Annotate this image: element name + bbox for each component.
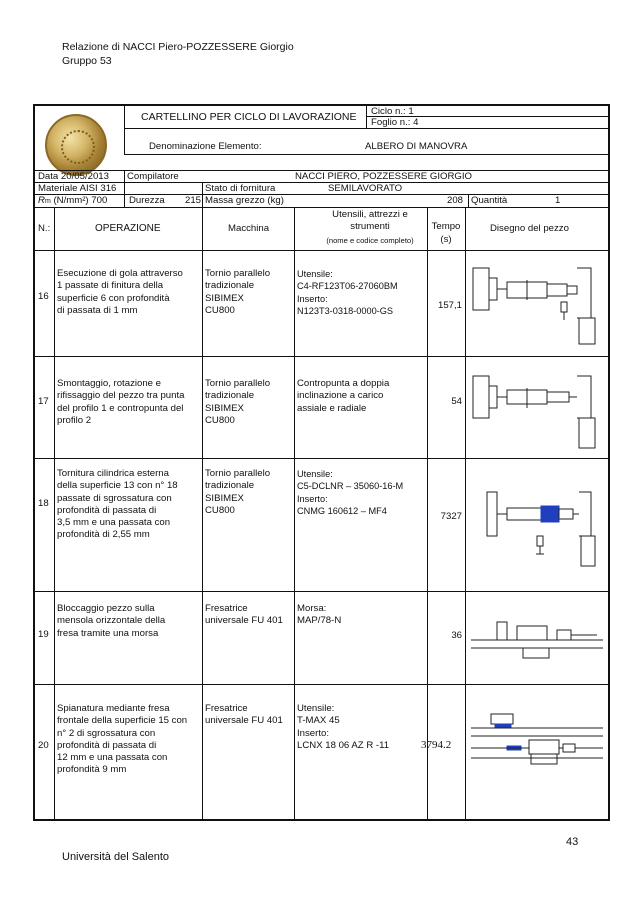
operation-line: rifissaggio del pezzo tra punta — [57, 390, 185, 402]
operation-line: mensola orizzontale della — [57, 615, 166, 627]
material-field: Materiale AISI 316 — [38, 183, 117, 194]
col-tools-header-2: strumenti — [350, 221, 390, 232]
machine-line: CU800 — [205, 504, 235, 516]
raw-mass-value: 208 — [447, 195, 464, 206]
page-number: 43 — [566, 836, 579, 848]
tool-line: C4-RF123T06-27060BM — [297, 281, 398, 292]
tool-line: Utensile: — [297, 469, 333, 479]
machine-line: SIBIMEX — [205, 492, 244, 504]
quantity-label: Quantità — [471, 195, 508, 206]
machine-line: SIBIMEX — [205, 292, 244, 304]
operation-line: superficie 6 con profondità — [57, 292, 170, 304]
tool-line: Utensile: — [297, 269, 333, 279]
tool-line: T-MAX 45 — [297, 715, 340, 727]
tool-line: CNMG 160612 – MF4 — [297, 505, 387, 516]
tool-line: LCNX 18 06 AZ R -11 — [297, 739, 390, 751]
tool-line: assiale e radiale — [297, 402, 367, 414]
milling-drawing-vise — [467, 604, 607, 674]
tool-line: Utensile: — [297, 703, 335, 714]
operation-line: del profilo 1 e contropunta del — [57, 402, 184, 414]
col-tools-header-3: (nome e codice completo) — [326, 236, 414, 245]
university-name: Università del Salento — [62, 851, 170, 863]
hardness-value: 215 — [185, 195, 202, 206]
sheet-number: Foglio n.: 4 — [371, 117, 419, 128]
operation-line: della superficie 13 con n° 18 — [57, 480, 178, 492]
time-value: 7327 — [440, 511, 462, 522]
machine-line: Tornio parallelo — [205, 378, 271, 389]
lathe-drawing-grooving — [467, 258, 607, 354]
machine-line: CU800 — [205, 304, 235, 316]
operation-line: 1 passate di finitura della — [57, 280, 164, 292]
date-field: Data 20/05/2013 — [38, 171, 109, 182]
time-value: 157,1 — [437, 300, 462, 311]
operation-line: profilo 2 — [57, 414, 92, 426]
milling-drawing-face-mill — [467, 708, 607, 788]
operation-line: Bloccaggio pezzo sulla — [57, 603, 155, 614]
operation-line: Spianatura mediante fresa — [57, 703, 170, 714]
rm-symbol: R — [38, 195, 45, 206]
machine-line: CU800 — [205, 414, 235, 426]
col-machine-header: Macchina — [228, 223, 270, 234]
col-time-header: Tempo — [431, 221, 461, 232]
rm-subscript: m — [44, 198, 51, 205]
raw-mass-label: Massa grezzo (kg) — [205, 195, 284, 206]
card-title: CARTELLINO PER CICLO DI LAVORAZIONE — [141, 111, 357, 123]
lathe-drawing-turning — [467, 478, 607, 586]
col-tools-header-1: Utensili, attrezzi e — [332, 209, 408, 220]
machine-line: Tornio parallelo — [205, 268, 271, 279]
time-value: 54 — [451, 396, 462, 407]
col-time-unit: (s) — [440, 234, 452, 245]
row-number: 18 — [38, 498, 49, 509]
time-value: 36 — [451, 630, 462, 641]
quantity-value: 1 — [555, 195, 561, 206]
machine-line: Tornio parallelo — [205, 468, 271, 479]
tool-line: C5-DCLNR – 35060-16-M — [297, 481, 404, 492]
author-value: NACCI PIERO, POZZESSERE GIORGIO — [295, 171, 472, 182]
operation-line: Esecuzione di gola attraverso — [57, 268, 183, 279]
rm-value: (N/mm²) 700 — [50, 195, 108, 206]
group-label: Gruppo 53 — [62, 55, 112, 67]
hardness-label: Durezza — [129, 195, 165, 206]
row-number: 20 — [38, 740, 49, 751]
machine-line: Fresatrice — [205, 603, 248, 614]
machine-line: universale FU 401 — [205, 715, 283, 727]
operation-line: 12 mm e una passata con — [57, 752, 168, 764]
col-drawing-header: Disegno del pezzo — [490, 223, 569, 234]
operation-line: profondità di 2,55 mm — [57, 529, 150, 541]
operation-line: profondità di passata di — [57, 739, 157, 751]
machine-line: universale FU 401 — [205, 615, 283, 627]
tool-line: Inserto: — [297, 493, 328, 504]
element-name-label: Denominazione Elemento: — [149, 141, 262, 152]
machine-line: tradizionale — [205, 480, 255, 492]
element-name-value: ALBERO DI MANOVRA — [365, 141, 468, 152]
process-card — [33, 104, 610, 821]
operation-line: n° 2 di sgrossatura con — [57, 727, 156, 739]
operation-line: Smontaggio, rotazione e — [57, 378, 161, 389]
cycle-number: Ciclo n.: 1 — [371, 106, 414, 117]
tool-line: inclinazione a carico — [297, 390, 384, 402]
tool-line: Inserto: — [297, 293, 328, 304]
tool-line: Morsa: — [297, 603, 327, 614]
operation-line: Tornitura cilindrica esterna — [57, 468, 169, 479]
operation-line: fresa tramite una morsa — [57, 627, 159, 639]
col-operation-header: OPERAZIONE — [95, 223, 161, 234]
university-seal-icon — [45, 114, 107, 176]
tool-line: N123T3-0318-0000-GS — [297, 305, 394, 316]
operation-line: di passata di 1 mm — [57, 304, 138, 316]
time-value: 3794.2 — [421, 739, 452, 751]
machine-line: SIBIMEX — [205, 402, 244, 414]
tool-line: Contropunta a doppia — [297, 378, 390, 389]
report-title: Relazione di NACCI Piero-POZZESSERE Giorgio — [62, 41, 294, 53]
author-label: Compilatore — [127, 171, 179, 182]
row-number: 16 — [38, 291, 49, 302]
machine-line: tradizionale — [205, 390, 255, 402]
machine-line: tradizionale — [205, 280, 255, 292]
operation-line: profondità di passata di — [57, 504, 157, 516]
row-number: 19 — [38, 629, 49, 640]
operation-line: profondità 9 mm — [57, 764, 127, 776]
col-number-header: N.: — [38, 223, 51, 234]
supply-state-value: SEMILAVORATO — [328, 183, 403, 194]
machine-line: Fresatrice — [205, 703, 248, 714]
lathe-drawing-tailstock — [467, 368, 607, 454]
tool-line: MAP/78-N — [297, 615, 342, 627]
operation-line: frontale della superficie 15 con — [57, 715, 188, 727]
tool-line: Inserto: — [297, 727, 329, 739]
tensile-strength-field — [38, 195, 107, 208]
supply-state-label: Stato di fornitura — [205, 183, 276, 194]
row-number: 17 — [38, 396, 49, 407]
operation-line: 3,5 mm e una passata con — [57, 517, 171, 529]
operation-line: passate di sgrossatura con — [57, 492, 172, 504]
